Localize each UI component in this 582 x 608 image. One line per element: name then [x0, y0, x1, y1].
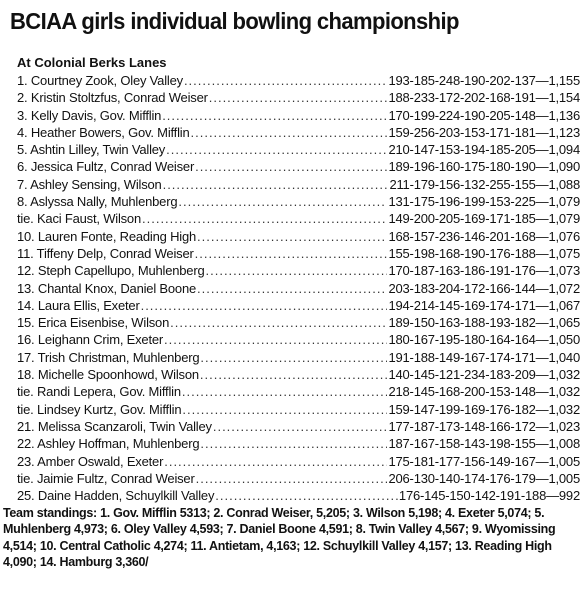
game-scores: 191-188-149-167-174-171—1,040: [388, 349, 580, 365]
dot-leader: [215, 487, 398, 504]
result-row: [17, 158, 580, 175]
result-row: [17, 418, 580, 435]
game-scores: 176-145-150-142-191-188—992: [398, 488, 580, 504]
result-row: [17, 193, 580, 210]
game-scores: 218-145-168-200-153-148—1,032: [388, 384, 580, 400]
game-scores: 211-179-156-132-255-155—1,088: [389, 176, 580, 192]
result-row: [17, 141, 580, 158]
dot-leader: [166, 141, 387, 158]
game-scores: 175-181-177-156-149-167—1,005: [388, 453, 580, 469]
dot-leader: [209, 89, 388, 106]
dot-leader: [178, 193, 387, 210]
bowler-name: tie. Lindsey Kurtz, Gov. Mifflin: [17, 401, 182, 417]
result-row: [17, 314, 580, 331]
headline: BCIAA girls individual bowling championship: [10, 8, 459, 35]
dot-leader: [142, 210, 387, 227]
bowler-name: 11. Tiffeny Delp, Conrad Weiser: [17, 245, 194, 261]
result-row: [17, 210, 580, 227]
bowler-name: 21. Melissa Scanzaroli, Twin Valley: [17, 418, 212, 434]
bowler-name: 10. Lauren Fonte, Reading High: [17, 228, 197, 244]
game-scores: 180-167-195-180-164-164—1,050: [388, 332, 580, 348]
bowler-name: 1. Courtney Zook, Oley Valley: [17, 73, 183, 88]
result-row: [17, 453, 580, 470]
bowler-name: tie. Randi Lepera, Gov. Mifflin: [17, 384, 181, 400]
dot-leader: [197, 280, 387, 297]
game-scores: 210-147-153-194-185-205—1,094: [388, 142, 580, 158]
dot-leader: [200, 366, 388, 383]
result-row: [17, 124, 580, 141]
result-row: [17, 487, 580, 504]
bowler-name: 16. Leighann Crim, Exeter: [17, 332, 164, 348]
game-scores: 168-157-236-146-201-168—1,076: [388, 228, 580, 244]
game-scores: 189-196-160-175-180-190—1,090: [388, 159, 580, 175]
game-scores: 140-145-121-234-183-209—1,032: [388, 367, 580, 383]
dot-leader: [200, 435, 387, 452]
result-row: [17, 280, 580, 297]
game-scores: 187-167-158-143-198-155—1,008: [388, 436, 580, 452]
dot-leader: [164, 453, 387, 470]
result-row: [17, 107, 580, 124]
bowler-name: 5. Ashtin Lilley, Twin Valley: [17, 142, 166, 158]
result-row: [17, 349, 580, 366]
result-row: [17, 228, 580, 245]
game-scores: 188-233-172-202-168-191—1,154: [388, 90, 580, 106]
game-scores: 206-130-140-174-176-179—1,005: [388, 470, 580, 486]
dot-leader: [196, 470, 388, 487]
result-row: [17, 262, 580, 279]
bowler-name: 7. Ashley Sensing, Wilson: [17, 176, 162, 192]
game-scores: 189-150-163-188-193-182—1,065: [388, 315, 580, 331]
dot-leader: [182, 383, 388, 400]
game-scores: 159-256-203-153-171-181—1,123: [388, 124, 580, 140]
game-scores: 155-198-168-190-176-188—1,075: [388, 245, 580, 261]
bowler-name: 14. Laura Ellis, Exeter: [17, 297, 140, 313]
dot-leader: [141, 297, 388, 314]
game-scores: 170-199-224-190-205-148—1,136: [388, 107, 580, 123]
result-row: [17, 383, 580, 400]
result-row: [17, 470, 580, 487]
bowler-name: 25. Daine Hadden, Schuylkill Valley: [17, 488, 215, 504]
result-row: [17, 72, 580, 89]
dot-leader: [184, 72, 388, 89]
bowler-name: 4. Heather Bowers, Gov. Mifflin: [17, 124, 190, 140]
bowler-name: 18. Michelle Spoonhowd, Wilson: [17, 367, 199, 383]
bowler-name: 8. Aslyssa Nally, Muhlenberg: [17, 194, 178, 210]
dot-leader: [200, 349, 387, 366]
team-standings: Team standings: 1. Gov. Mifflin 5313; 2. Conrad Weiser, 5,205; 3. Wilson 5,198; 4. Exeter 5,074; 5. Muhlenberg 4,973; 6. Oley Valley 4,593; 7. Daniel Boone 4,591; 8. Twin Valley 4,567; 9. Wyomissing 4,514; 10. Central Catholic 4,274; 11. Antietam, 4,163; 12. Schuylkill Valley 4,157; 13. Reading High 4,090; 14. Hamburg 3,360/: [3, 506, 556, 570]
bowler-name: 12. Steph Capellupo, Muhlenberg: [17, 263, 205, 279]
bowler-name: 17. Trish Christman, Muhlenberg: [17, 349, 200, 365]
dot-leader: [197, 228, 387, 245]
game-scores: 194-214-145-169-174-171—1,067: [388, 297, 580, 313]
bowler-name: 23. Amber Oswald, Exeter: [17, 453, 164, 469]
result-row: [17, 401, 580, 418]
bowler-name: tie. Jaimie Fultz, Conrad Weiser: [17, 470, 195, 486]
game-scores: 149-200-205-169-171-185—1,079: [388, 211, 580, 227]
dot-leader: [195, 245, 388, 262]
result-row: [17, 331, 580, 348]
dot-leader: [182, 401, 387, 418]
dot-leader: [213, 418, 388, 435]
result-row: [17, 435, 580, 452]
bowler-name: 6. Jessica Fultz, Conrad Weiser: [17, 159, 195, 175]
result-row: [17, 297, 580, 314]
bowler-name: 13. Chantal Knox, Daniel Boone: [17, 280, 197, 296]
dot-leader: [163, 176, 389, 193]
bowler-name: 2. Kristin Stoltzfus, Conrad Weiser: [17, 90, 208, 106]
results-list: [17, 72, 580, 504]
bowler-name: tie. Kaci Faust, Wilson: [17, 211, 141, 227]
result-row: [17, 366, 580, 383]
bowler-name: 15. Erica Eisenbise, Wilson: [17, 315, 170, 331]
dot-leader: [170, 314, 387, 331]
game-scores: 170-187-163-186-191-176—1,073: [388, 263, 580, 279]
result-row: [17, 176, 580, 193]
game-scores: 131-175-196-199-153-225—1,079: [388, 194, 580, 210]
dot-leader: [164, 331, 387, 348]
bowler-name: 22. Ashley Hoffman, Muhlenberg: [17, 436, 200, 452]
game-scores: 193-185-248-190-202-137—1,155: [388, 73, 580, 88]
bowler-name: 3. Kelly Davis, Gov. Mifflin: [17, 107, 162, 123]
dot-leader: [162, 107, 387, 124]
dot-leader: [195, 158, 387, 175]
venue-subhead: At Colonial Berks Lanes: [17, 55, 167, 70]
result-row: [17, 245, 580, 262]
dot-leader: [206, 262, 388, 279]
game-scores: 203-183-204-172-166-144—1,072: [388, 280, 580, 296]
game-scores: 159-147-199-169-176-182—1,032: [388, 401, 580, 417]
game-scores: 177-187-173-148-166-172—1,023: [388, 418, 580, 434]
result-row: [17, 89, 580, 106]
dot-leader: [191, 124, 388, 141]
